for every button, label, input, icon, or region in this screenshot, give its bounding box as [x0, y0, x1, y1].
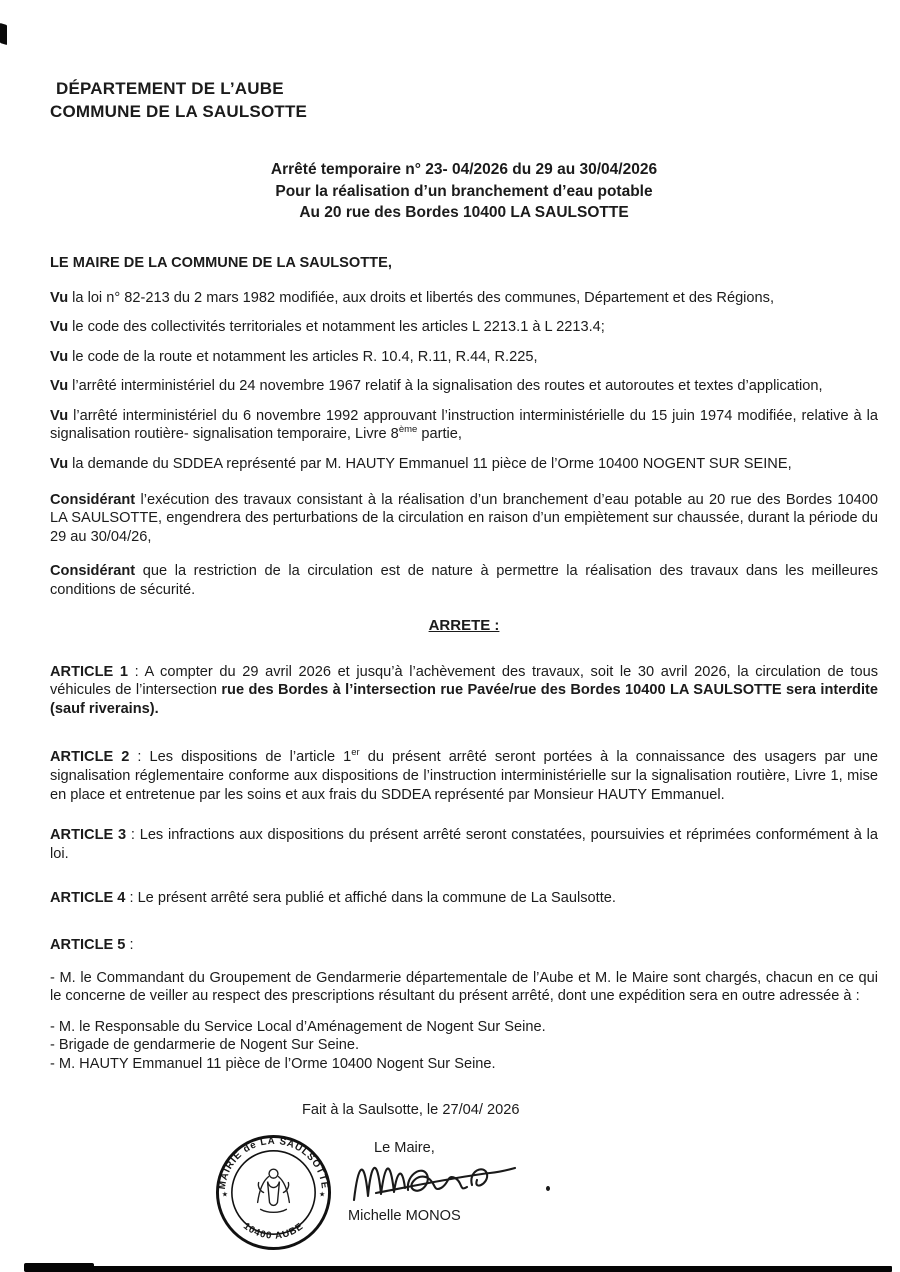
vu-label: Vu — [50, 289, 69, 306]
article-label: ARTICLE 4 — [50, 890, 126, 907]
article-bold-text: rue des Bordes à l’intersection rue Pavée/rue des Bordes 10400 LA SAULSOTTE sera interdite (sauf riverains). — [50, 682, 878, 717]
vu-label: Vu — [50, 319, 69, 336]
vu-text: partie, — [417, 426, 462, 443]
vu-label: Vu — [50, 378, 69, 395]
salutation-line: LE MAIRE DE LA COMMUNE DE LA SAULSOTTE, — [50, 254, 392, 271]
letterhead-commune: COMMUNE DE LA SAULSOTTE — [50, 101, 308, 121]
considerant-clause-1 — [50, 491, 878, 547]
article-2 — [50, 748, 878, 804]
vu-text: l’arrêté interministériel du 6 novembre 1992 approuvant l’instruction interministérielle du 15 juin 1974 modifiée, relative à la signalisation routière- signalisation temporaire, Livre 8 — [50, 407, 878, 443]
seal-star-left-icon: ★ — [221, 1191, 229, 1199]
vu-label: Vu — [50, 348, 69, 365]
notification-line-2: - M. le Responsable du Service Local d’Aménagement de Nogent Sur Seine. — [50, 1018, 546, 1035]
vu-clause-4 — [50, 377, 878, 396]
vu-label: Vu — [50, 456, 69, 473]
document-title — [50, 159, 878, 224]
municipal-seal — [214, 1133, 333, 1252]
seal-bottom-text: 10400 AUBE — [241, 1220, 306, 1242]
article-4 — [50, 889, 878, 908]
signatory-name: Michelle MONOS — [348, 1208, 461, 1224]
considerant-text: l’exécution des travaux consistant à la réalisation d’un branchement d’eau potable au 20 rue des Bordes 10400 LA SAULSOTTE, engendrera des perturbations de la circulation en raison d’un empiètement sur chaussée, durant la période du 29 au 30/04/26, — [50, 491, 878, 545]
article-label: ARTICLE 5 — [50, 936, 126, 953]
article-text: : Les dispositions de l’article 1 — [129, 749, 352, 766]
vu-label: Vu — [50, 407, 69, 424]
notification-line-4: - M. HAUTY Emmanuel 11 pièce de l’Orme 10400 Nogent Sur Seine. — [50, 1055, 496, 1072]
considerant-label: Considérant — [50, 491, 136, 508]
vu-text: le code de la route et notamment les articles R. 10.4, R.11, R.44, R.225, — [68, 348, 538, 365]
vu-text: le code des collectivités territoriales et notamment les articles L 2213.1 à L 2213.4; — [68, 319, 605, 336]
seal-emblem — [258, 1169, 290, 1212]
article-text: : Les infractions aux dispositions du présent arrêté seront constatées, poursuivies et réprimées conformément à la loi. — [50, 827, 879, 862]
article-label: ARTICLE 2 — [50, 749, 130, 766]
arrete-heading-text: ARRETE : — [428, 616, 500, 634]
article-text: : — [125, 936, 134, 953]
considerant-label: Considérant — [50, 563, 136, 580]
title-line-2: Pour la réalisation d’un branchement d’eau potable — [275, 182, 653, 200]
superscript-eme: ème — [398, 424, 418, 436]
considerant-clause-2 — [50, 562, 878, 599]
seal-top-text: MAIRIE de LA SAULSOTTE — [216, 1135, 331, 1191]
article-text: : Le présent arrêté sera publié et affiché dans la commune de La Saulsotte. — [125, 890, 616, 907]
signatory-title: Le Maire, — [374, 1140, 435, 1156]
notification-line-1: - M. le Commandant du Groupement de Gendarmerie départementale de l’Aube et M. le Maire sont chargés, chacun en ce qui le concerne de veiller au respect des prescriptions résultant du présent arrêté, dont une expédition sera en outre adressée à : — [50, 969, 878, 1005]
signature-strokes — [354, 1168, 515, 1200]
vu-text: la demande du SDDEA représenté par M. HAUTY Emmanuel 11 pièce de l’Orme 10400 NOGENT SUR SEINE, — [68, 456, 792, 473]
scan-artifact-bottom-left — [24, 1263, 94, 1272]
article-3 — [50, 826, 878, 863]
vu-clause-3 — [50, 348, 878, 367]
article-text: du présent arrêté seront portées à la connaissance des usagers par une signalisation réglementaire conforme aux dispositions de l’instruction interministérielle sur la signalisation routière, Livre 1, mise en place et entretenue par les soins et aux frais du SDDEA représenté par Monsieur HAUTY Emmanuel. — [50, 749, 878, 803]
vu-text: la loi n° 82-213 du 2 mars 1982 modifiée, aux droits et libertés des communes, Département et des Régions, — [68, 289, 775, 306]
letterhead — [50, 78, 878, 123]
vu-clause-1 — [50, 289, 878, 308]
considerant-text: que la restriction de la circulation est de nature à permettre la réalisation des travaux dans les meilleures conditions de sécurité. — [50, 563, 878, 599]
vu-clause-6 — [50, 455, 878, 474]
scan-artifact-top — [0, 23, 7, 45]
arrete-heading — [50, 616, 878, 635]
notification-line-3: - Brigade de gendarmerie de Nogent Sur Seine. — [50, 1037, 360, 1054]
article-5 — [50, 936, 878, 955]
scan-artifact-bottom — [28, 1266, 892, 1272]
seal-bottom-text-wrap — [241, 1221, 306, 1242]
seal-star-right-icon: ★ — [318, 1191, 326, 1199]
seal-inner-ring — [232, 1151, 315, 1234]
vu-clause-2 — [50, 318, 878, 337]
article-text: : A compter du 29 avril 2026 et jusqu’à l’achèvement des travaux, soit le 30 avril 2026, la circulation de tous véhicules de l’intersection — [50, 663, 878, 699]
article-1 — [50, 663, 878, 719]
place-date-line: Fait à la Saulsotte, le 27/04/ 2026 — [302, 1102, 520, 1118]
vu-clause-5 — [50, 407, 878, 444]
letterhead-departement: DÉPARTEMENT DE L’AUBE — [56, 79, 284, 98]
title-line-3: Au 20 rue des Bordes 10400 LA SAULSOTTE — [299, 204, 629, 221]
article-label: ARTICLE 1 — [50, 663, 128, 680]
title-line-1: Arrêté temporaire n° 23- 04/2026 du 29 au 30/04/2026 — [270, 161, 658, 178]
vu-text: l’arrêté interministériel du 24 novembre 1967 relatif à la signalisation des routes et autoroutes et textes d’application, — [68, 378, 823, 395]
superscript-er: er — [351, 747, 360, 759]
article-label: ARTICLE 3 — [50, 827, 127, 844]
ink-dot — [546, 1186, 550, 1191]
signature-handwriting — [348, 1142, 528, 1220]
